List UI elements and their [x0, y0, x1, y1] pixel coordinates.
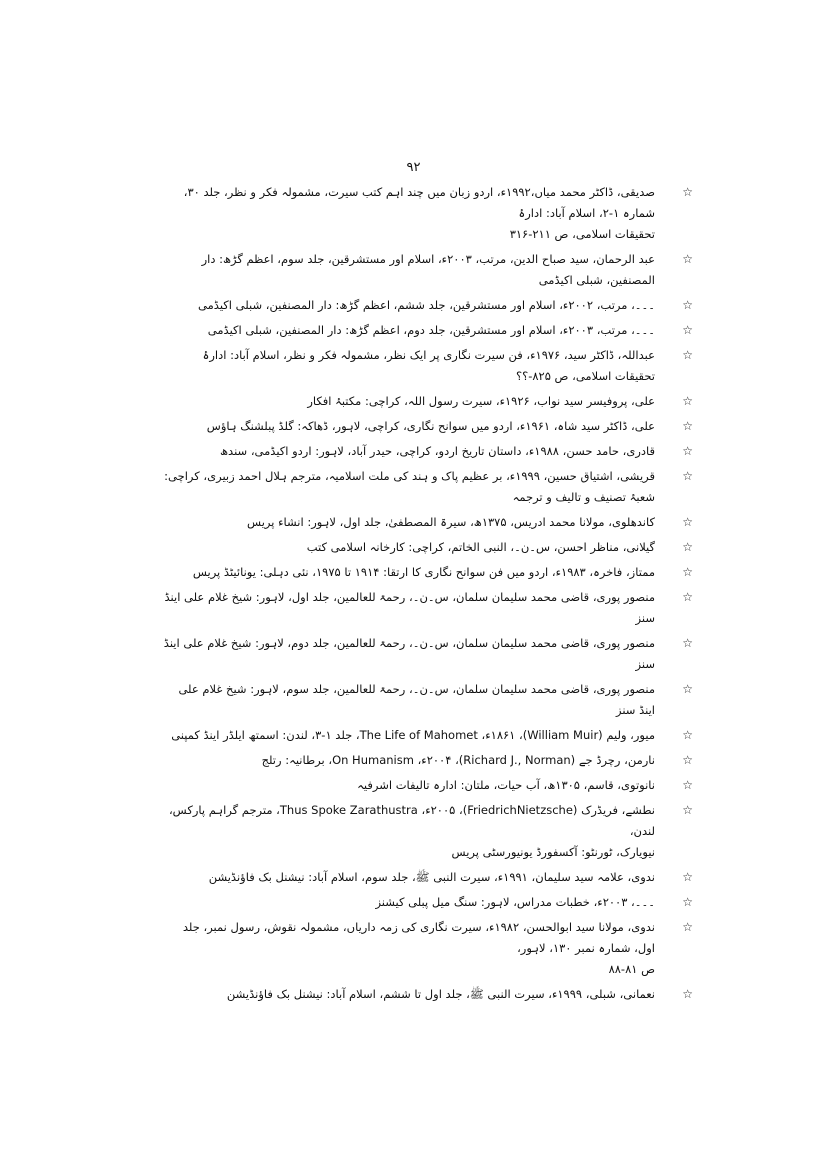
entry-text: نعمانی، شبلی، ۱۹۹۹ء، سیرت النبی ﷺ، جلد اول تا ششم، اسلام آباد: نیشنل بک فاؤنڈیشن: [226, 987, 655, 1001]
star-outline-icon: ☆: [682, 348, 693, 362]
entry-text: گیلانی، مناظر احسن، س۔ن۔، النبی الخاتم، کراچی: کارخانہ اسلامی کتب: [306, 540, 655, 554]
star-outline-icon: ☆: [682, 540, 693, 554]
entry-text: علی، پروفیسر سید نواب، ۱۹۲۶ء، سیرت رسول اللہ، کراچی: مکتبۂ افکار: [307, 394, 655, 408]
entry-text: قادری، حامد حسن، ۱۹۸۸ء، داستان تاریخ اردو، کراچی، حیدر آباد، لاہور: اردو اکیڈمی، سندھ: [220, 444, 655, 458]
bibliography-entry: [160, 345, 693, 387]
bibliography-entry: [160, 441, 693, 462]
entry-text: ۔۔۔، ۲۰۰۳ء، خطبات مدراس، لاہور: سنگ میل پبلی کیشنز: [375, 895, 655, 909]
star-outline-icon: ☆: [682, 682, 693, 696]
entry-continuation: نیویارک، ٹورنٹو: آکسفورڈ یونیورسٹی پریس: [451, 845, 655, 859]
star-outline-icon: ☆: [682, 895, 693, 909]
bibliography-entry: [160, 562, 693, 583]
bibliography-entry: [160, 320, 693, 341]
entry-text: میور، ولیم (William Muir)، ۱۸۶۱ء، The Life of Mahomet، جلد ۱-۳، لندن: اسمتھ ایلڈر اینڈ کمپنی: [171, 728, 655, 742]
bibliography-entry: [160, 295, 693, 316]
star-outline-icon: ☆: [682, 444, 693, 458]
bibliography-entry: [160, 679, 693, 721]
bibliography-entry: [160, 466, 693, 508]
bibliography-entry: [160, 892, 693, 913]
bibliography-entry: [160, 800, 693, 863]
entry-text: کاندھلوی، مولانا محمد ادریس، ۱۳۷۵ھ، سیرۃ المصطفیٰ، جلد اول، لاہور: انشاء پریس: [247, 515, 655, 529]
entry-continuation: تحقیقات اسلامی، ص ۲۱۱-۳۱۶: [509, 227, 655, 241]
star-outline-icon: ☆: [682, 987, 693, 1001]
entry-text: ندوی، مولانا سید ابوالحسن، ۱۹۸۲ء، سیرت نگاری کی زمہ داریاں، مشمولہ نقوش، رسول نمبر، جلد اول، شمارہ نمبر ۱۳۰، لاہور،: [182, 920, 655, 955]
bibliography-list: [160, 182, 693, 1009]
bibliography-entry: [160, 537, 693, 558]
bibliography-entry: [160, 512, 693, 533]
bibliography-entry: [160, 249, 693, 291]
star-outline-icon: ☆: [682, 394, 693, 408]
entry-text: ۔۔۔، مرتب، ۲۰۰۲ء، اسلام اور مستشرقین، جلد ششم، اعظم گڑھ: دار المصنفین، شبلی اکیڈمی: [198, 298, 655, 312]
bibliography-entry: [160, 984, 693, 1005]
bibliography-entry: [160, 725, 693, 746]
entry-text: منصور پوری، قاضی محمد سلیمان سلمان، س۔ن۔، رحمۃ للعالمین، جلد دوم، لاہور: شیخ غلام علی اینڈ سنز: [163, 636, 655, 671]
page-number: ۹۲: [406, 160, 421, 175]
star-outline-icon: ☆: [682, 419, 693, 433]
star-outline-icon: ☆: [682, 515, 693, 529]
star-outline-icon: ☆: [682, 870, 693, 884]
entry-text: صدیقی، ڈاکٹر محمد میاں،۱۹۹۲ء، اردو زبان میں چند اہم کتب سیرت، مشمولہ فکر و نظر، جلد ۳۰، شمارہ ۱-۲، اسلام آباد: ادارۂ: [183, 185, 655, 220]
star-outline-icon: ☆: [682, 298, 693, 312]
entry-continuation: ص ۸۱-۸۸: [608, 962, 655, 976]
bibliography-entry: [160, 867, 693, 888]
star-outline-icon: ☆: [682, 636, 693, 650]
star-outline-icon: ☆: [682, 565, 693, 579]
entry-text: نانوتوی، قاسم، ۱۳۰۵ھ، آب حیات، ملتان: ادارہ تالیفات اشرفیہ: [357, 778, 655, 792]
star-outline-icon: ☆: [682, 185, 693, 199]
entry-text: منصور پوری، قاضی محمد سلیمان سلمان، س۔ن۔، رحمۃ للعالمین، جلد اول، لاہور: شیخ غلام علی اینڈ سنز: [164, 590, 655, 625]
star-outline-icon: ☆: [682, 252, 693, 266]
entry-text: ۔۔۔، مرتب، ۲۰۰۳ء، اسلام اور مستشرقین، جلد دوم، اعظم گڑھ: دار المصنفین، شبلی اکیڈمی: [207, 323, 655, 337]
entry-text: قریشی، اشتیاق حسین، ۱۹۹۹ء، بر عظیم پاک و ہند کی ملت اسلامیہ، مترجم ہلال احمد زبیری، کراچی: شعبۂ تصنیف و تالیف و ترجمہ: [164, 469, 655, 504]
bibliography-entry: [160, 917, 693, 980]
entry-text: عبداللہ، ڈاکٹر سید، ۱۹۷۶ء، فن سیرت نگاری پر ایک نظر، مشمولہ فکر و نظر، اسلام آباد: ادارۂ تحقیقات اسلامی، ص ۸۲۵-؟؟: [202, 348, 655, 383]
entry-text: عبد الرحمان، سید صباح الدین، مرتب، ۲۰۰۳ء، اسلام اور مستشرقین، جلد سوم، اعظم گڑھ: دار المصنفین، شبلی اکیڈمی: [201, 252, 655, 287]
star-outline-icon: ☆: [682, 778, 693, 792]
star-outline-icon: ☆: [682, 753, 693, 767]
entry-text: ممتاز، فاخرہ، ۱۹۸۳ء، اردو میں فن سوانح نگاری کا ارتقا: ۱۹۱۴ تا ۱۹۷۵، نئی دہلی: یونائیٹڈ پریس: [192, 565, 655, 579]
star-outline-icon: ☆: [682, 469, 693, 483]
bibliography-entry: [160, 587, 693, 629]
bibliography-entry: [160, 750, 693, 771]
bibliography-entry: [160, 391, 693, 412]
entry-text: ندوی، علامہ سید سلیمان، ۱۹۹۱ء، سیرت النبی ﷺ، جلد سوم، اسلام آباد: نیشنل بک فاؤنڈیشن: [208, 870, 655, 884]
entry-text: منصور پوری، قاضی محمد سلیمان سلمان، س۔ن۔، رحمۃ للعالمین، جلد سوم، لاہور: شیخ غلام علی اینڈ سنز: [178, 682, 655, 717]
bibliography-entry: [160, 182, 693, 245]
entry-text: نارمن، رچرڈ جے (Richard J., Norman)، ۲۰۰۴ء، On Humanism، برطانیہ: رتلج: [261, 753, 655, 767]
star-outline-icon: ☆: [682, 590, 693, 604]
bibliography-entry: [160, 416, 693, 437]
entry-text: نطشے، فریڈرک (FriedrichNietzsche)، ۲۰۰۵ء، Thus Spoke Zarathustra، مترجم گراہم پارکس، لندن،: [168, 803, 655, 838]
bibliography-entry: [160, 775, 693, 796]
star-outline-icon: ☆: [682, 728, 693, 742]
star-outline-icon: ☆: [682, 920, 693, 934]
star-outline-icon: ☆: [682, 323, 693, 337]
entry-text: علی، ڈاکٹر سید شاہ، ۱۹۶۱ء، اردو میں سوانح نگاری، کراچی، لاہور، ڈھاکہ: گلڈ پبلشنگ ہاؤس: [206, 419, 655, 433]
bibliography-entry: [160, 633, 693, 675]
star-outline-icon: ☆: [682, 803, 693, 817]
